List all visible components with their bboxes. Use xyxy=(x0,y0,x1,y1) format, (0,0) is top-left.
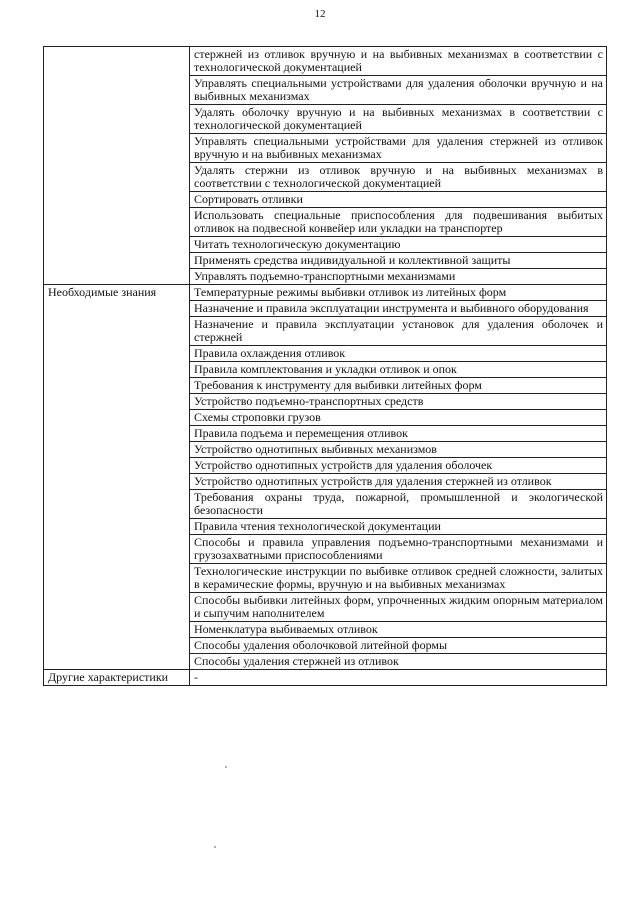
page-number: 12 xyxy=(314,8,326,20)
requirement-item: Правила охлаждения отливок xyxy=(190,346,607,362)
requirement-item: Устройство однотипных устройств для удаления стержней из отливок xyxy=(190,474,607,490)
requirement-item: Способы выбивки литейных форм, упрочненных жидким опорным материалом и сыпучим наполнителем xyxy=(190,593,607,622)
section-label: Необходимые знания xyxy=(44,285,190,670)
scan-speck xyxy=(225,766,227,768)
requirement-item: Правила подъема и перемещения отливок xyxy=(190,426,607,442)
requirement-item: Правила комплектования и укладки отливок и опок xyxy=(190,362,607,378)
requirements-table-body xyxy=(44,47,607,686)
requirement-item: Удалять оболочку вручную и на выбивных механизмах в соответствии с технологической документацией xyxy=(190,105,607,134)
requirement-item: Правила чтения технологической документации xyxy=(190,519,607,535)
requirement-item: Способы и правила управления подъемно-транспортными механизмами и грузозахватными приспособлениями xyxy=(190,535,607,564)
requirement-item: Требования к инструменту для выбивки литейных форм xyxy=(190,378,607,394)
requirement-item: Управлять специальными устройствами для удаления оболочки вручную и на выбивных механизмах xyxy=(190,76,607,105)
requirement-item: Использовать специальные приспособления для подвешивания выбитых отливок на подвесной конвейер или укладки на транспортер xyxy=(190,208,607,237)
table-row xyxy=(44,47,607,76)
requirement-item: Управлять подъемно-транспортными механизмами xyxy=(190,269,607,285)
requirement-item: Сортировать отливки xyxy=(190,192,607,208)
requirements-table xyxy=(43,46,607,686)
scan-speck xyxy=(214,846,216,848)
requirement-item: Требования охраны труда, пожарной, промышленной и экологической безопасности xyxy=(190,490,607,519)
section-label: Другие характеристики xyxy=(44,670,190,686)
section-label xyxy=(44,47,190,285)
requirement-item: Способы удаления стержней из отливок xyxy=(190,654,607,670)
requirement-item: Номенклатура выбиваемых отливок xyxy=(190,622,607,638)
requirement-item: Применять средства индивидуальной и коллективной защиты xyxy=(190,253,607,269)
requirement-item: Управлять специальными устройствами для удаления стержней из отливок вручную и на выбивных механизмах xyxy=(190,134,607,163)
requirement-item: Удалять стержни из отливок вручную и на выбивных механизмах в соответствии с технологической документацией xyxy=(190,163,607,192)
requirement-item: Схемы строповки грузов xyxy=(190,410,607,426)
requirement-item: Назначение и правила эксплуатации установок для удаления оболочек и стержней xyxy=(190,317,607,346)
requirement-item: Читать технологическую документацию xyxy=(190,237,607,253)
requirement-item: Способы удаления оболочковой литейной формы xyxy=(190,638,607,654)
requirement-item: Технологические инструкции по выбивке отливок средней сложности, залитых в керамические формы, вручную и на выбивных механизмах xyxy=(190,564,607,593)
requirement-item: Устройство однотипных выбивных механизмов xyxy=(190,442,607,458)
requirement-item: Устройство подъемно-транспортных средств xyxy=(190,394,607,410)
table-row xyxy=(44,285,607,301)
requirement-item: Устройство однотипных устройств для удаления оболочек xyxy=(190,458,607,474)
requirement-item: Температурные режимы выбивки отливок из литейных форм xyxy=(190,285,607,301)
requirement-item: Назначение и правила эксплуатации инструмента и выбивного оборудования xyxy=(190,301,607,317)
requirement-item: стержней из отливок вручную и на выбивных механизмах в соответствии с технологической документацией xyxy=(190,47,607,76)
requirement-item: - xyxy=(190,670,607,686)
table-row xyxy=(44,670,607,686)
